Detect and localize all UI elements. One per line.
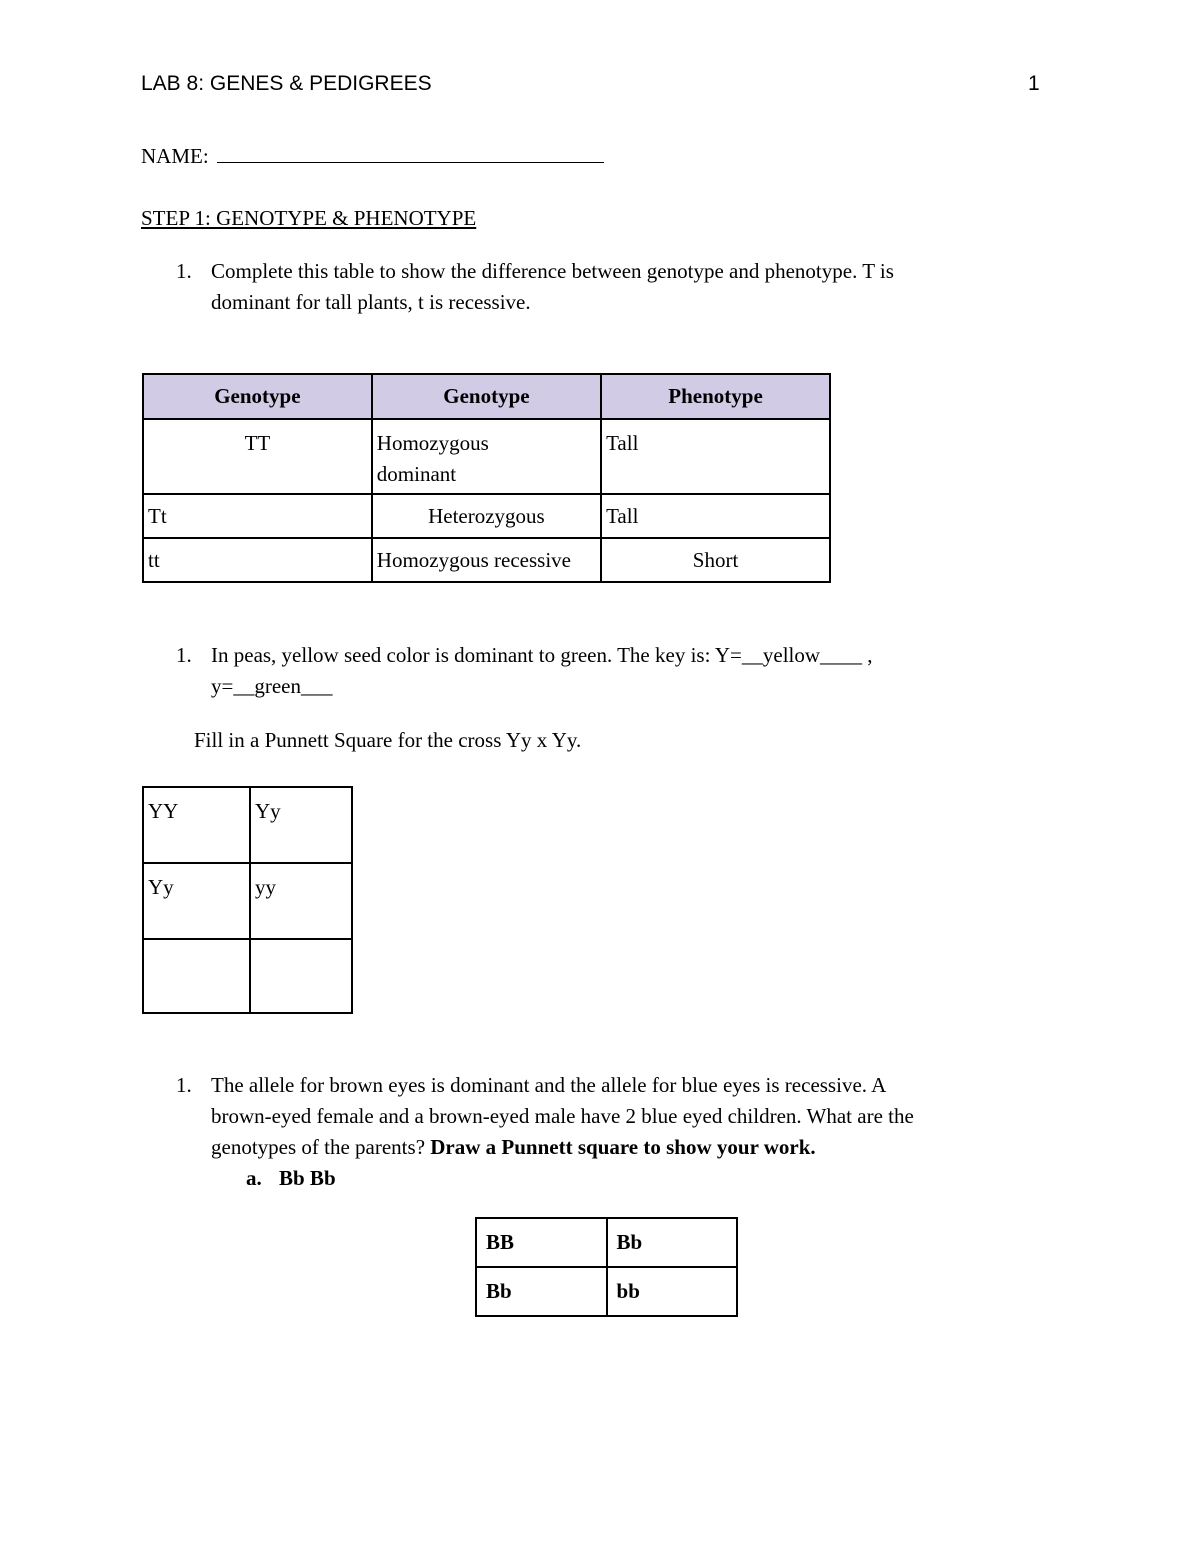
step1-title: STEP 1: GENOTYPE & PHENOTYPE — [141, 206, 477, 230]
table-cell: Tt — [143, 494, 372, 538]
question2-line1: In peas, yellow seed color is dominant to green. The key is: Y=__yellow____ , — [211, 643, 873, 667]
table-header-cell: Genotype — [372, 374, 601, 419]
table-cell — [372, 419, 601, 494]
table-row — [143, 863, 352, 939]
question1-text — [211, 256, 894, 318]
question3-number: 1. — [176, 1073, 192, 1097]
punnett-cell: Bb — [476, 1267, 607, 1316]
question3-text — [211, 1070, 914, 1163]
question3-line1: The allele for brown eyes is dominant and the allele for blue eyes is recessive. A — [211, 1073, 887, 1097]
question3-line2: brown-eyed female and a brown-eyed male have 2 blue eyed children. What are the — [211, 1104, 914, 1128]
punnett-square-bb — [475, 1217, 738, 1317]
table-cell: Homozygous recessive — [372, 538, 601, 582]
table-cell: TT — [143, 419, 372, 494]
question3-line3-plain: genotypes of the parents? — [211, 1135, 426, 1159]
answer-text: Bb Bb — [279, 1166, 336, 1190]
punnett-square-yy — [142, 786, 353, 1014]
table-header-cell: Genotype — [143, 374, 372, 419]
table-cell: Tall — [601, 419, 830, 494]
question1-line1: Complete this table to show the difference between genotype and phenotype. T is — [211, 259, 894, 283]
punnett-cell: bb — [607, 1267, 737, 1316]
punnett-cell — [143, 939, 250, 1013]
table-row — [476, 1218, 737, 1267]
question1-number: 1. — [176, 259, 192, 283]
table-cell: Tall — [601, 494, 830, 538]
table-cell: tt — [143, 538, 372, 582]
punnett-cell: yy — [250, 863, 352, 939]
document-header-title: LAB 8: GENES & PEDIGREES — [141, 72, 432, 95]
question3-line3-bold: Draw a Punnett square to show your work. — [430, 1135, 816, 1159]
page-number: 1 — [1028, 72, 1040, 95]
table-cell-line: Homozygous — [376, 431, 489, 455]
question3-line3 — [211, 1132, 914, 1163]
table-cell: Heterozygous — [372, 494, 601, 538]
question1-line2: dominant for tall plants, t is recessive. — [211, 290, 531, 314]
table-row — [143, 939, 352, 1013]
table-cell-line: dominant — [376, 462, 457, 486]
table-row — [476, 1267, 737, 1316]
question2-number: 1. — [176, 643, 192, 667]
table-row — [143, 538, 830, 582]
table-cell: Short — [601, 538, 830, 582]
name-label: NAME: — [141, 144, 209, 168]
punnett-cell: YY — [143, 787, 250, 863]
punnett-cell: BB — [476, 1218, 607, 1267]
question2-line2: y=__green___ — [211, 674, 333, 698]
punnett-cell: Bb — [607, 1218, 737, 1267]
table-row — [143, 419, 830, 494]
table-header-row — [143, 374, 830, 419]
punnett-instruction: Fill in a Punnett Square for the cross Yy x Yy. — [194, 728, 582, 752]
name-field — [141, 141, 604, 172]
table-header-cell: Phenotype — [601, 374, 830, 419]
genotype-phenotype-table — [142, 373, 831, 583]
punnett-cell: Yy — [250, 787, 352, 863]
answer-a — [246, 1163, 336, 1194]
table-row — [143, 494, 830, 538]
question2-text — [211, 640, 873, 702]
answer-label: a. — [246, 1166, 262, 1190]
name-blank-line — [217, 142, 604, 163]
punnett-cell: Yy — [143, 863, 250, 939]
table-row — [143, 787, 352, 863]
punnett-cell — [250, 939, 352, 1013]
